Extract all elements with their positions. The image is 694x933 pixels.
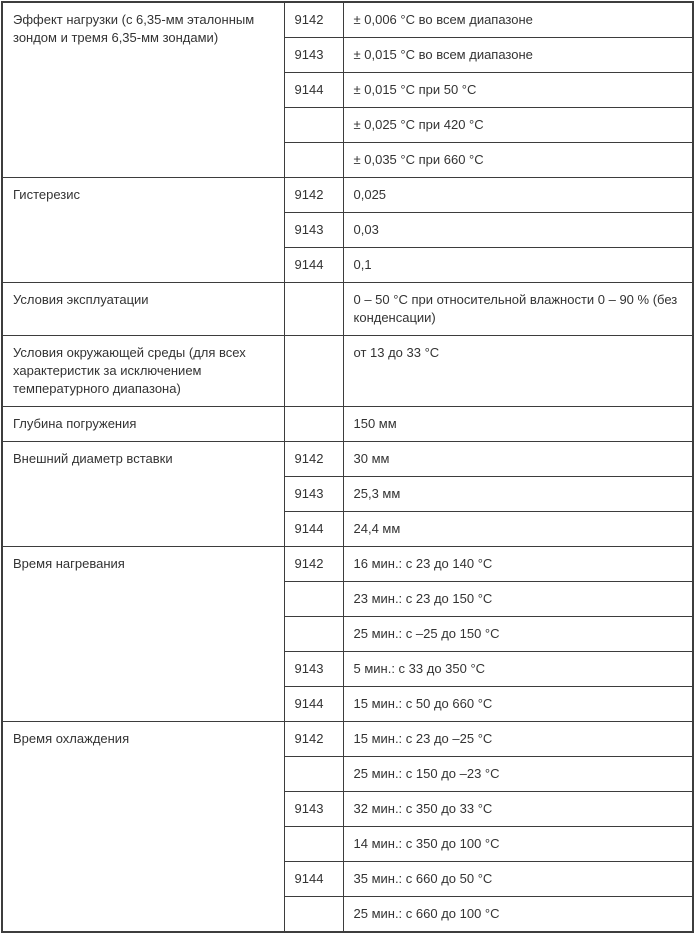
parameter-cell: Время нагревания xyxy=(2,547,284,722)
parameter-cell: Эффект нагрузки (с 6,35-мм эталонным зондом и тремя 6,35-мм зондами) xyxy=(2,2,284,178)
model-cell: 9144 xyxy=(284,73,343,108)
value-cell: 150 мм xyxy=(343,407,693,442)
model-cell: 9143 xyxy=(284,477,343,512)
model-cell xyxy=(284,897,343,933)
model-cell: 9142 xyxy=(284,722,343,757)
model-cell xyxy=(284,283,343,336)
value-cell: 25 мин.: с 150 до –23 °C xyxy=(343,757,693,792)
value-cell: 0 – 50 °C при относительной влажности 0 – 90 % (без конденсации) xyxy=(343,283,693,336)
value-cell: 23 мин.: с 23 до 150 °C xyxy=(343,582,693,617)
model-cell: 9144 xyxy=(284,248,343,283)
value-cell: 16 мин.: с 23 до 140 °C xyxy=(343,547,693,582)
value-cell: 15 мин.: с 50 до 660 °C xyxy=(343,687,693,722)
model-cell xyxy=(284,336,343,407)
model-cell xyxy=(284,757,343,792)
model-cell xyxy=(284,617,343,652)
value-cell: 15 мин.: с 23 до –25 °C xyxy=(343,722,693,757)
table-row xyxy=(2,178,693,213)
parameter-cell: Глубина погружения xyxy=(2,407,284,442)
value-cell: 30 мм xyxy=(343,442,693,477)
table-row xyxy=(2,722,693,757)
parameter-cell: Внешний диаметр вставки xyxy=(2,442,284,547)
value-cell: 5 мин.: с 33 до 350 °C xyxy=(343,652,693,687)
model-cell: 9144 xyxy=(284,512,343,547)
parameter-cell: Условия окружающей среды (для всех характеристик за исключением температурного диапазона) xyxy=(2,336,284,407)
model-cell: 9144 xyxy=(284,687,343,722)
model-cell: 9142 xyxy=(284,442,343,477)
model-cell: 9144 xyxy=(284,862,343,897)
value-cell: ± 0,025 °C при 420 °C xyxy=(343,108,693,143)
model-cell xyxy=(284,143,343,178)
table-row xyxy=(2,2,693,38)
parameter-cell: Условия эксплуатации xyxy=(2,283,284,336)
model-cell: 9142 xyxy=(284,2,343,38)
model-cell: 9143 xyxy=(284,792,343,827)
specifications-table-body xyxy=(2,2,693,932)
value-cell: ± 0,035 °C при 660 °C xyxy=(343,143,693,178)
parameter-cell: Время охлаждения xyxy=(2,722,284,933)
value-cell: 25,3 мм xyxy=(343,477,693,512)
table-row xyxy=(2,283,693,336)
value-cell: 0,025 xyxy=(343,178,693,213)
table-row xyxy=(2,407,693,442)
value-cell: 25 мин.: с 660 до 100 °C xyxy=(343,897,693,933)
value-cell: 14 мин.: с 350 до 100 °C xyxy=(343,827,693,862)
value-cell: 0,03 xyxy=(343,213,693,248)
table-row xyxy=(2,336,693,407)
value-cell: ± 0,015 °C при 50 °C xyxy=(343,73,693,108)
parameter-cell: Гистерезис xyxy=(2,178,284,283)
model-cell: 9142 xyxy=(284,547,343,582)
model-cell: 9143 xyxy=(284,38,343,73)
model-cell: 9143 xyxy=(284,213,343,248)
model-cell: 9142 xyxy=(284,178,343,213)
specifications-table xyxy=(1,1,694,933)
value-cell: ± 0,006 °C во всем диапазоне xyxy=(343,2,693,38)
table-row xyxy=(2,442,693,477)
model-cell xyxy=(284,582,343,617)
table-row xyxy=(2,547,693,582)
model-cell: 9143 xyxy=(284,652,343,687)
value-cell: 24,4 мм xyxy=(343,512,693,547)
value-cell: от 13 до 33 °C xyxy=(343,336,693,407)
model-cell xyxy=(284,108,343,143)
value-cell: ± 0,015 °C во всем диапазоне xyxy=(343,38,693,73)
model-cell xyxy=(284,827,343,862)
value-cell: 0,1 xyxy=(343,248,693,283)
value-cell: 35 мин.: с 660 до 50 °C xyxy=(343,862,693,897)
model-cell xyxy=(284,407,343,442)
value-cell: 32 мин.: с 350 до 33 °C xyxy=(343,792,693,827)
value-cell: 25 мин.: с –25 до 150 °C xyxy=(343,617,693,652)
